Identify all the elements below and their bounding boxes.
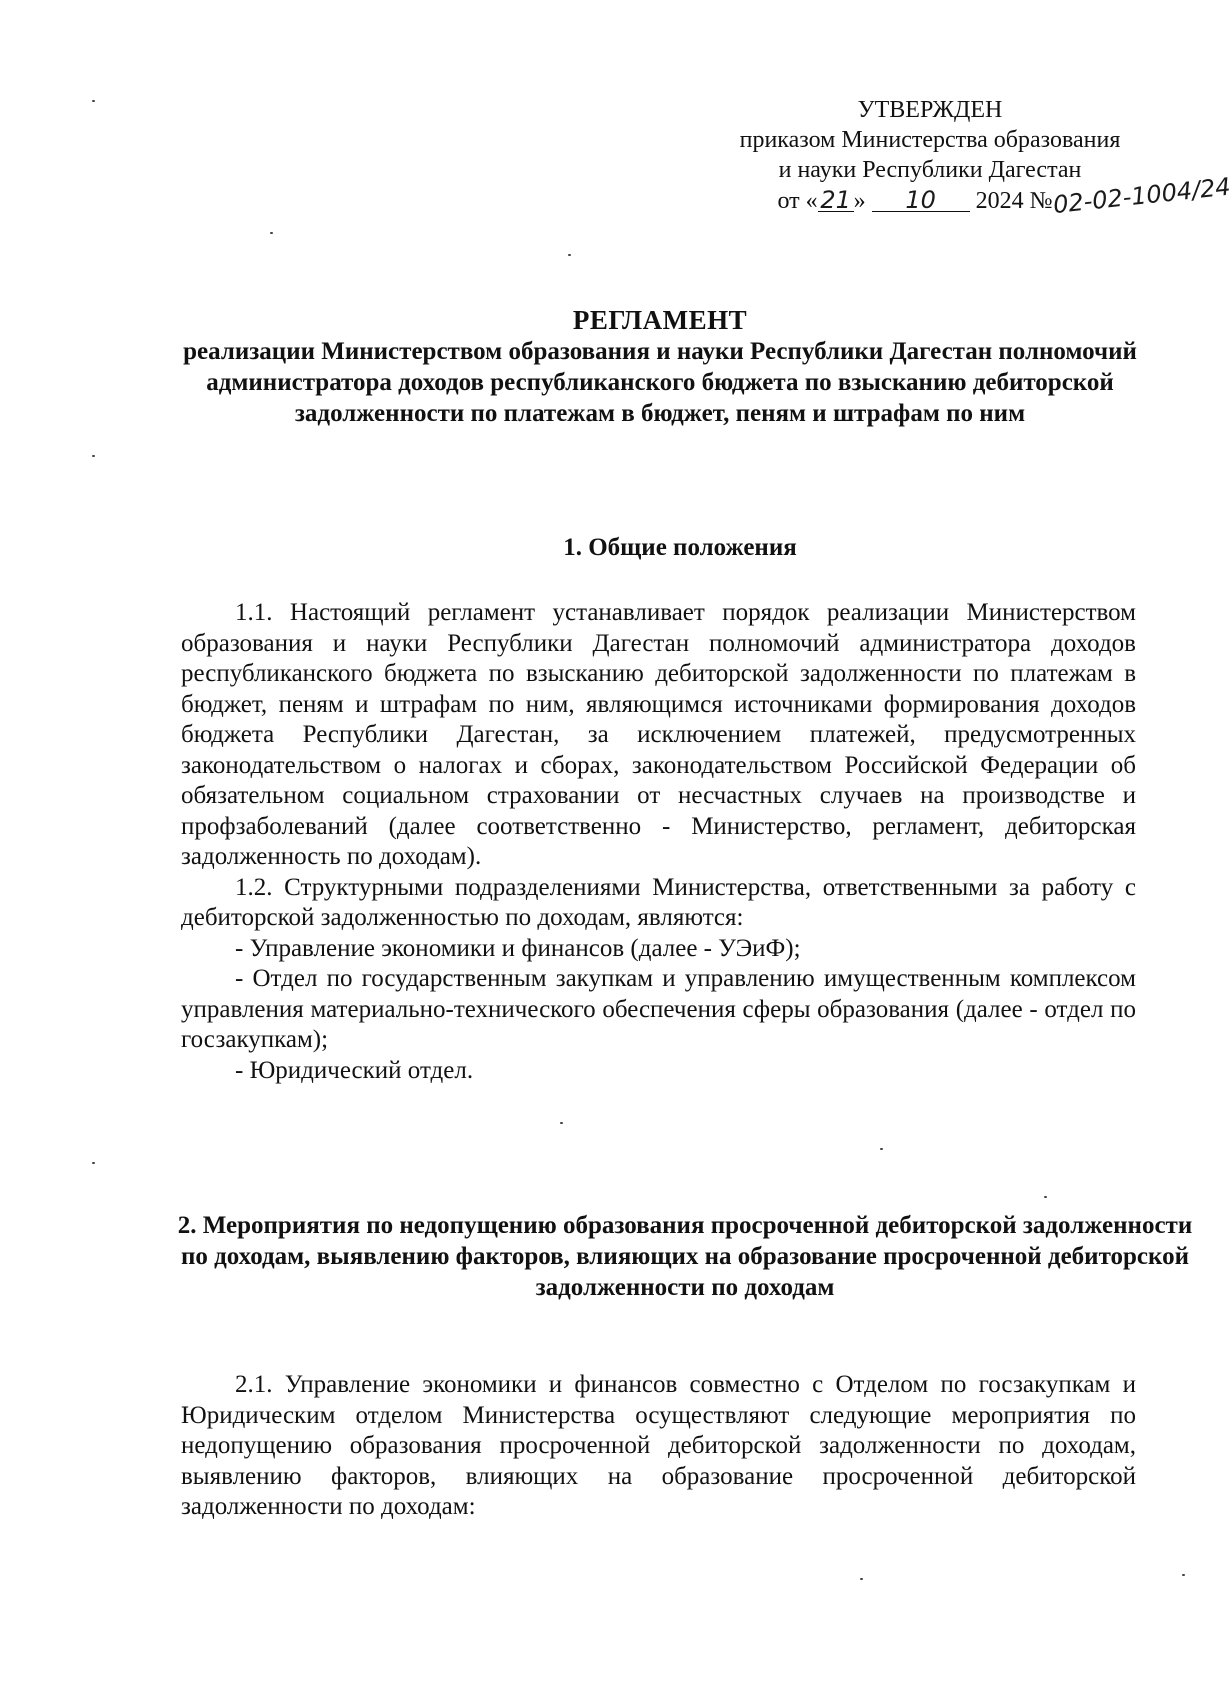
section2-heading: 2. Мероприятия по недопущению образования просроченной дебиторской задолженности по доходам, выявлению факторов, влияющих на образование просроченной дебиторской задолженности по доходам [177,1212,1193,1301]
list-item-procurement: - Отдел по государственным закупкам и управлению имущественным комплексом управления материально-технического обеспечения сферы образования (далее - отдел по госзакупкам); [181,965,1136,1053]
approval-ministry-line: и науки Республики Дагестан [778,157,1082,183]
scan-speck [1182,1574,1185,1576]
section2-body [181,1370,1136,1523]
scan-speck [568,254,571,256]
section1-heading: 1. Общие положения [563,534,797,561]
list-item-legal: - Юридический отдел. [235,1056,474,1084]
paragraph-2-1: 2.1. Управление экономики и финансов совместно с Отделом по госзакупкам и Юридическим отделом Министерства осуществляют следующие мероприятия по недопущению образования просроченной дебиторской задолженности по доходам, выявлению факторов, влияющих на образование просроченной дебиторской задолженности по доходам: [181,1371,1136,1520]
handwritten-month: 10 [872,189,970,212]
scan-speck [92,455,95,457]
scan-speck [92,1162,95,1164]
scan-speck [880,1148,883,1150]
document-title [160,305,1160,429]
scan-speck [1044,1196,1047,1198]
approval-title: УТВЕРЖДЕН [857,97,1003,123]
paragraph-1-2: 1.2. Структурными подразделениями Министерства, ответственными за работу с дебиторской задолженностью по доходам, являются: [181,873,1136,931]
scan-speck [270,232,273,234]
handwritten-order-number: 02-02-1004/24 [1051,172,1232,220]
list-item-ueif: - Управление экономики и финансов (далее - УЭиФ); [235,934,801,962]
title-subtitle: реализации Министерством образования и науки Республики Дагестан полномочий администратора доходов республиканского бюджета по взысканию дебиторской задолженности по платежам в бюджет, пеням и штрафам по ним [183,338,1137,427]
approval-order-line: приказом Министерства образования [739,127,1121,153]
scan-speck [92,100,95,102]
paragraph-1-1: 1.1. Настоящий регламент устанавливает порядок реализации Министерством образования и науки Республики Дагестан полномочий администратора доходов республиканского бюджета по взысканию дебиторской задолженности по платежам в бюджет, пеням и штрафам по ним, являющимся источниками формирования доходов бюджета Республики Дагестан, за исключением платежей, предусмотренных законодательством о налогах и сборах, законодательством Российской Федерации об обязательном социальном страховании от несчастных случаев на производстве и профзаболеваний (далее соответственно - Министерство, регламент, дебиторская задолженность по доходам). [181,599,1136,870]
handwritten-day: 21 [818,189,854,212]
title-main: РЕГЛАМЕНТ [572,305,748,335]
section1-body [181,598,1136,1086]
scan-speck [560,1122,563,1124]
approval-block [720,95,1232,220]
approval-date-line: от « 21 » 10 2024 №02-02-1004/24 [777,172,1232,220]
scan-speck [860,1578,863,1580]
